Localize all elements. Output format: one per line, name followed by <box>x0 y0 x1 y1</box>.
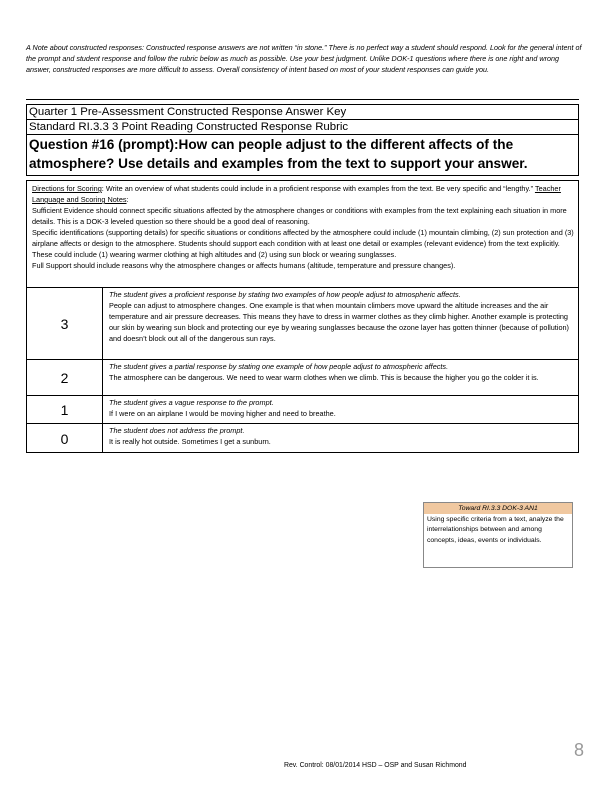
score-criterion: The student gives a proficient response by stating two examples of how people adjust to atmospheric affects. <box>109 290 461 299</box>
question-prompt: Question #16 (prompt):How can people adjust to the different affects of the atmosphere? Use details and examples from the text to support your answer. <box>29 137 528 171</box>
sufficient-evidence: Sufficient Evidence should connect specific situations affected by the atmosphere changes or conditions with examples from the text explaining each situation in more details. This is a DOK-3 leveled question so there should be a good deal of reasoning. <box>32 206 567 226</box>
standard-line: Standard RI.3.3 3 Point Reading Constructed Response Rubric <box>27 120 578 135</box>
scoring-rubric <box>26 180 579 453</box>
scoring-notes-label: Teacher Language and Scoring Notes <box>32 184 561 204</box>
directions-label: Directions for Scoring <box>32 184 102 193</box>
score-description <box>103 288 578 360</box>
score-criterion: The student gives a partial response by stating one example of how people adjust to atmospheric affects. <box>109 362 449 371</box>
score-description <box>103 396 578 424</box>
scoring-notes-colon: : <box>126 195 129 204</box>
score-row <box>27 423 578 453</box>
divider <box>26 99 579 100</box>
standard-box-text: Using specific criteria from a text, analyze the interrelationships between and among concepts, ideas, events or individuals. <box>427 516 564 544</box>
specific-identifications: Specific identifications (supporting details) for specific situations or conditions affected by the atmosphere could include (1) mountain climbing, (2) sun protection and (3) airplane affects or design to the atmosphere. Students should support each condition with at least one detail or examples (relevant evidence) from the text explicitly. These could include (1) wearing warmer clothing at high altitudes and (2) using sun block or wearing sunglasses. <box>32 228 574 259</box>
standard-reference-box <box>423 502 573 568</box>
answer-key-header <box>26 104 579 176</box>
score-value: 1 <box>27 396 103 424</box>
constructed-response-note: A Note about constructed responses: Constructed response answers are not written “in stone.” There is no perfect way a student should respond. Look for the general intent of the prompt and student response and follow the rubric below as much as possible. Use your best judgment. Unlike DOK-1 questions where there is one right and wrong answer, constructed responses are more difficult to assess. Overall consistency of intent based on most of your student responses can guide you. <box>26 43 582 75</box>
document-title: Quarter 1 Pre-Assessment Constructed Response Answer Key <box>27 105 578 120</box>
footer-revision: Rev. Control: 08/01/2014 HSD – OSP and Susan Richmond <box>284 762 467 769</box>
sample-response: It is really hot outside. Sometimes I get a sunburn. <box>109 437 271 446</box>
score-row <box>27 287 578 360</box>
score-description <box>103 424 578 453</box>
directions-text: : Write an overview of what students could include in a proficient response with examples from the text. Be very specific and “lengthy.” <box>101 184 535 193</box>
sample-response: If I were on an airplane I would be moving higher and need to breathe. <box>109 409 336 418</box>
score-value: 3 <box>27 288 103 360</box>
score-criterion: The student does not address the prompt. <box>109 426 245 435</box>
score-description <box>103 360 578 396</box>
score-value: 0 <box>27 424 103 453</box>
full-support: Full Support should include reasons why the atmosphere changes or affects humans (altitude, temperature and pressure changes). <box>32 261 456 270</box>
score-value: 2 <box>27 360 103 396</box>
score-row <box>27 395 578 424</box>
page-number: 8 <box>574 740 585 760</box>
standard-box-header: Toward RI.3.3 DOK-3 AN1 <box>424 503 572 514</box>
scoring-directions <box>27 181 578 287</box>
score-row <box>27 359 578 396</box>
sample-response: The atmosphere can be dangerous. We need to wear warm clothes when we climb. This is because the higher you go the colder it is. <box>109 373 539 382</box>
sample-response: People can adjust to atmosphere changes. One example is that when mountain climbers move upward the altitude increases and the air temperature and air pressure decreases. This means they have to dress in warmer clothes as they climb higher. Another example is protecting our skin by wearing sun block and protecting our eye by wearing sunglasses because the ozone layer has gotten thinner (because of pollution) and doesn’t block out all of the dangerous sun rays. <box>109 301 569 343</box>
score-criterion: The student gives a vague response to the prompt. <box>109 398 274 407</box>
